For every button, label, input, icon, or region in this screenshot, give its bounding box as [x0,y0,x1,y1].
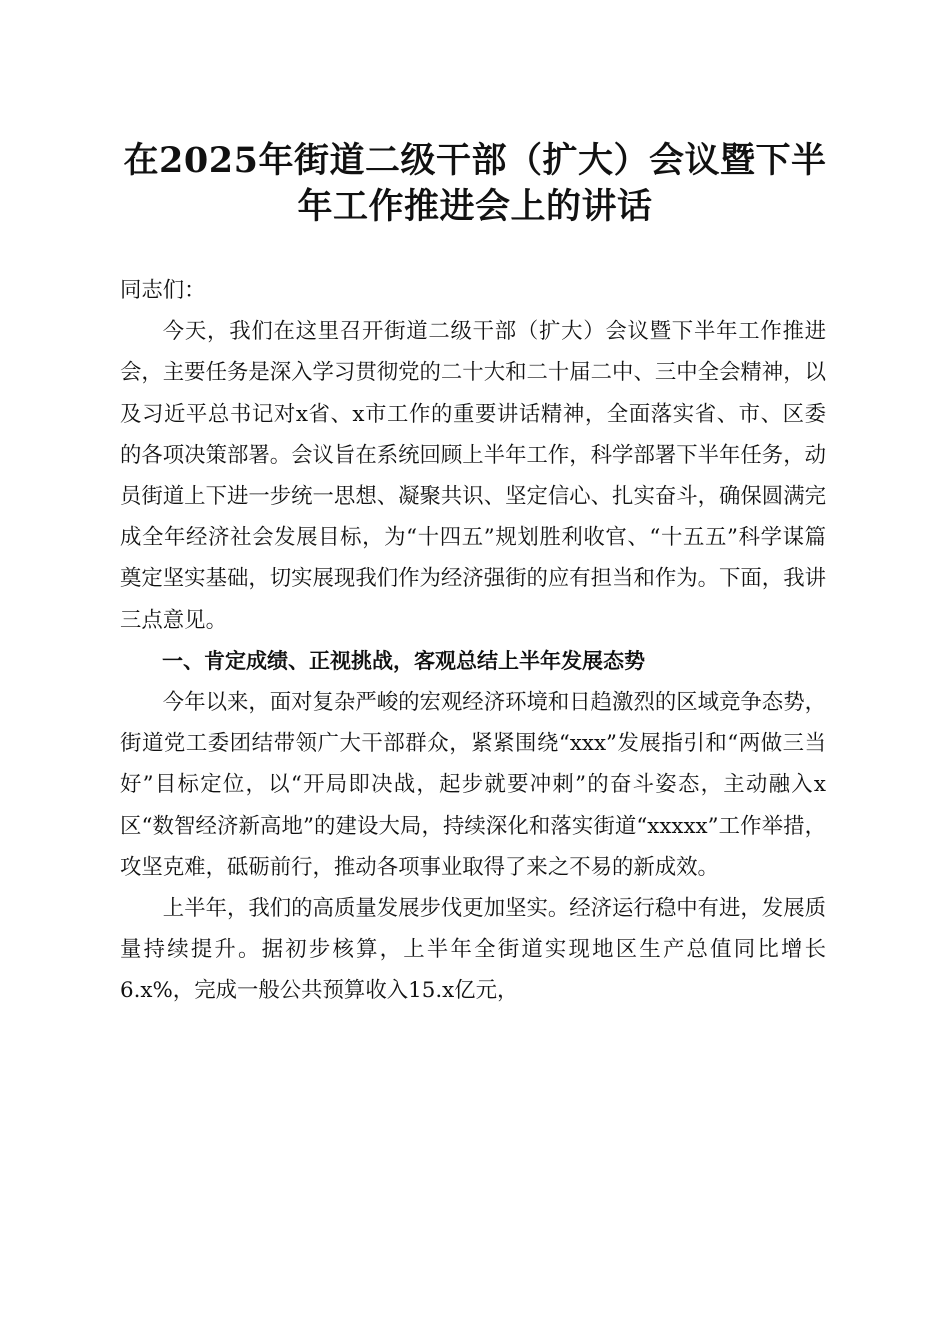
document-body [120,270,826,1012]
intro-paragraph: 今天，我们在这里召开街道二级干部（扩大）会议暨下半年工作推进会，主要任务是深入学习贯彻党的二十大和二十届二中、三中全会精神，以及习近平总书记对x省、x市工作的重要讲话精神，全面落实省、市、区委的各项决策部署。会议旨在系统回顾上半年工作，科学部署下半年任务，动员街道上下进一步统一思想、凝聚共识、坚定信心、扎实奋斗，确保圆满完成全年经济社会发展目标，为“十四五”规划胜利收官、“十五五”科学谋篇奠定坚实基础，切实展现我们作为经济强街的应有担当和作为。下面，我讲三点意见。 [120,319,826,633]
greeting: 同志们： [120,278,206,303]
section-heading-1: 一、肯定成绩、正视挑战，客观总结上半年发展态势 [162,648,645,673]
title-line-1: 在2025年街道二级干部（扩大）会议暨下半 [123,140,827,181]
section1-paragraph-2: 上半年，我们的高质量发展步伐更加坚实。经济运行稳中有进，发展质量持续提升。据初步核算，上半年全街道实现地区生产总值同比增长6.x%，完成一般公共预算收入15.x亿元， [120,896,826,1004]
section1-paragraph-1: 今年以来，面对复杂严峻的宏观经济环境和日趋激烈的区域竞争态势，街道党工委团结带领广大干部群众，紧紧围绕“xxx”发展指引和“两做三当好”目标定位，以“开局即决战，起步就要冲刺”的奋斗姿态，主动融入x区“数智经济新高地”的建设大局，持续深化和落实街道“xxxxx”工作举措，攻坚克难，砥砺前行，推动各项事业取得了来之不易的新成效。 [120,690,826,880]
document-title [100,138,850,230]
title-line-2: 年工作推进会上的讲话 [297,186,653,227]
